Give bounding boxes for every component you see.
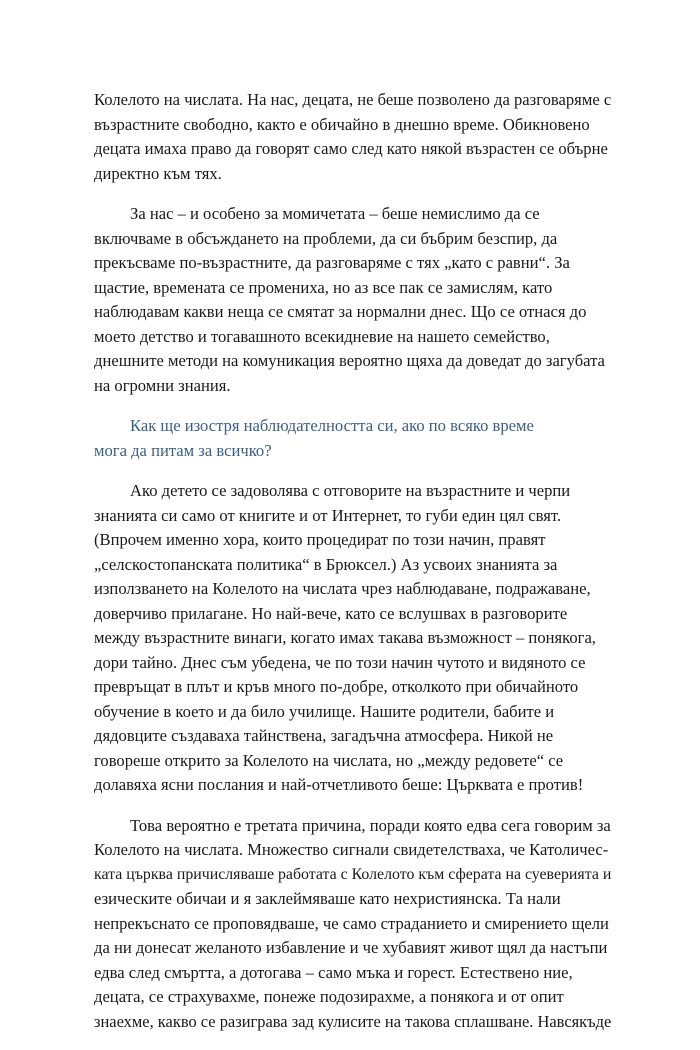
text-line: доверчиво прилагане. Но най-вече, като се вслушвах в разговорите <box>94 603 568 623</box>
text-line: Колелото на числата. На нас, децата, не беше позволено да разговаряме с <box>94 90 612 109</box>
text-line: дядовците създаваха тайнствена, загадъчна атмосфера. Никой не <box>94 726 554 745</box>
text-line: наблюдавам какви неща се смятат за нормални днес. Що се отнася до <box>94 302 587 321</box>
text-line: възрастните свободно, както е обичайно в днешно време. Обикновено <box>94 114 590 134</box>
text-line: знаехме, какво се разиграва зад кулисите на такова сплашване. Навсякъде <box>94 1011 612 1031</box>
text-line: щастие, времената се промениха, но аз все пак се замислям, като <box>94 277 553 297</box>
text-line: дори тайно. Днес съм убедена, че по този начин чутото и видяното се <box>94 652 586 672</box>
text-line: днешните методи на комуникация вероятно щяха да доведат до загубата <box>94 351 605 370</box>
paragraph-5 <box>94 814 614 1035</box>
text-line: моето детство и тогавашното всекидневие на нашето семейство, <box>94 326 550 346</box>
text-line: знанията си само от книгите и от Интернет, то губи един цял свят. <box>94 505 562 525</box>
paragraph-1 <box>94 88 614 186</box>
text-line: директно към тях. <box>94 163 222 183</box>
text-line: обучение в което и да било училище. Нашите родители, бабите и <box>94 701 555 721</box>
text-line: езическите обичаи и я заклеймяваше като нехристиянска. Та нали <box>94 889 561 908</box>
text-line: прекъсваме по-възрастните, да разговаряме с тях „като с равни“. За <box>94 253 570 272</box>
text-line: децата имаха право да говорят само след като някой възрастен се обърне <box>94 139 608 158</box>
text-line: между възрастните винаги, когато имах такава възможност – понякога, <box>94 628 596 647</box>
document-page <box>94 88 614 1050</box>
text-line: включваме в обсъждането на проблеми, да си бъбрим безспир, да <box>94 228 558 248</box>
text-line: да ни донесат желаното избавление и че хубавият живот щял да настъпи <box>94 938 608 957</box>
text-line: мога да питам за всичко? <box>94 440 272 460</box>
text-line: Това вероятно е третата причина, поради която едва сега говорим за <box>130 815 611 835</box>
text-line: За нас – и особено за момичетата – беше немислимо да се <box>130 204 540 223</box>
text-line: Колелото на числата. Множество сигнали свидетелстваха, че Католичес- <box>94 840 609 859</box>
text-line: децата, се страхувахме, понеже подозирахме, а понякога и от опит <box>94 987 564 1006</box>
text-line: „селскостопанската политика“ в Брюксел.) Аз усвоих знанията за <box>94 554 558 574</box>
text-line: долавяха ясни послания и най-отчетливото беше: Църквата е против! <box>94 775 584 794</box>
paragraph-4 <box>94 479 614 798</box>
text-line: едва след смъртта, а дотогава – само мъка и горест. Естествено ние, <box>94 962 573 982</box>
text-line: непрекъснато се проповядваше, че само страданието и смирението щели <box>94 913 609 933</box>
text-line: Как ще изостря наблюдателността си, ако по всяко време <box>130 416 534 435</box>
text-line: Ако детето се задоволява с отговорите на възрастните и черпи <box>130 481 571 500</box>
paragraph-2 <box>94 202 614 398</box>
text-line: ката църква причисляваше работата с Колелото към сферата на суеверията и <box>94 865 612 883</box>
text-line: превръщат в плът и кръв много по-добре, отколкото при обичайното <box>94 677 579 696</box>
text-line: (Впрочем именно хора, които процедират по този начин, правят <box>94 530 546 549</box>
text-line: говореше открито за Колелото на числата, но „между редовете“ се <box>94 750 564 770</box>
text-line: използването на Колелото на числата чрез наблюдаване, подражаване, <box>94 579 591 598</box>
question-paragraph <box>94 414 614 463</box>
text-line: на огромни знания. <box>94 375 231 395</box>
